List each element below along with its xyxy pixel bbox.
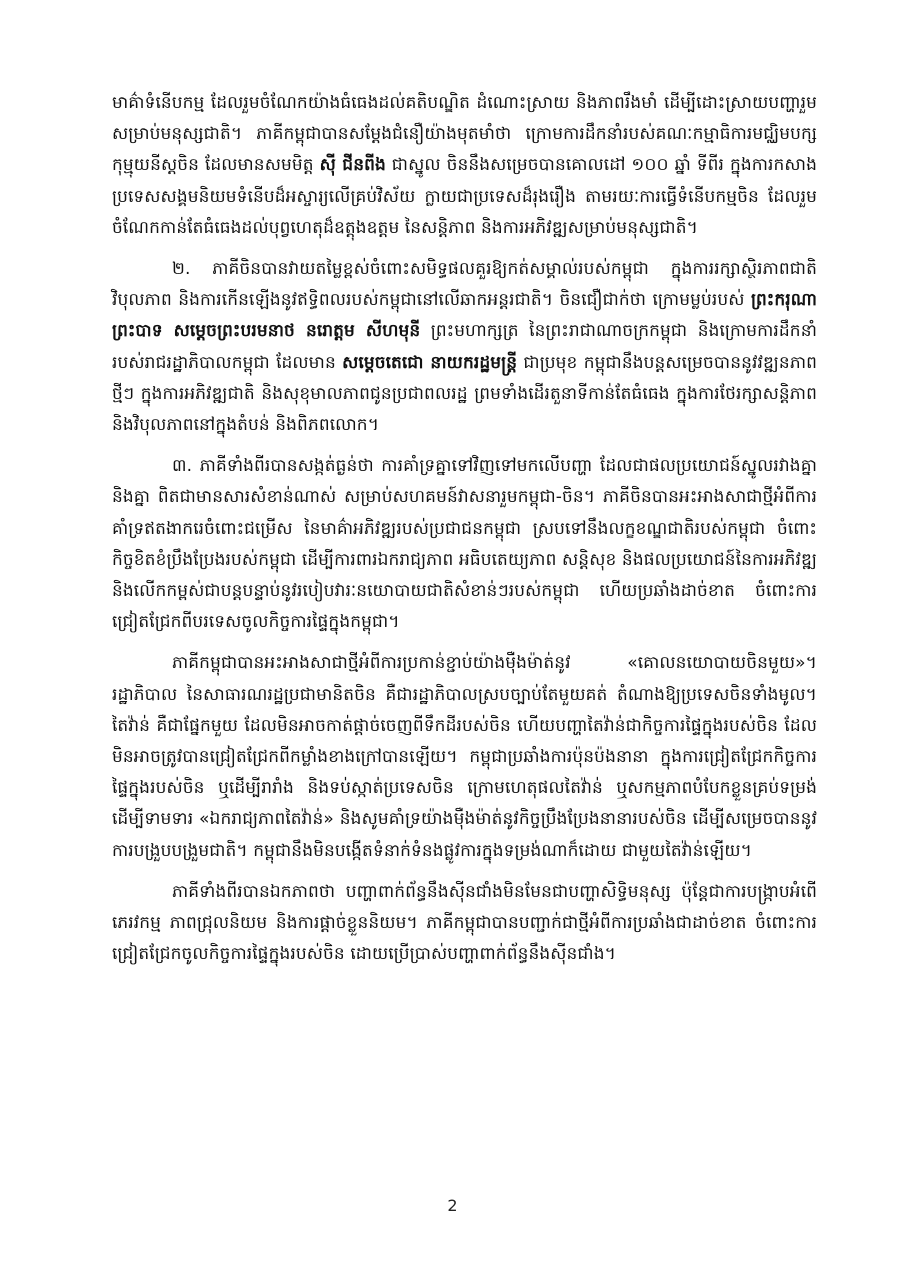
paragraph-continuation (112, 88, 817, 244)
leader-name: ស៊ី ជីនពីង (319, 155, 386, 176)
page-number: 2 (447, 1196, 458, 1215)
paragraph-text: ភាគីកម្ពុជាបានអះអាងសាជាថ្មីអំពីការប្រកាន់ខ្ជាប់យ៉ាងម៉ឺងម៉ាត់នូវ «គោលនយោបាយចិនមួយ»។ រដ្ឋាភិបាល នៃសាធារណរដ្ឋប្រជាមានិតចិន គឺជារដ្ឋាភិបាលស្របច្បាប់តែមួយគត់ តំណាងឱ្យប្រទេសចិនទាំងមូល។ តៃវ៉ាន់ គឺជាផ្នែកមួយ ដែលមិនអាចកាត់ផ្តាច់ចេញពីទឹកដីរបស់ចិន ហើយបញ្ហាតៃវ៉ាន់ជាកិច្ចការផ្ទៃក្នុងរបស់ចិន ដែលមិនអាចត្រូវបានជ្រៀតជ្រែកពីកម្លាំងខាងក្រៅបានឡើយ។ កម្ពុជាប្រឆាំងការប៉ុនប៉ងនានា ក្នុងការជ្រៀតជ្រែកកិច្ចការផ្ទៃក្នុងរបស់ចិន ឬដើម្បីរារាំង និងទប់ស្កាត់ប្រទេសចិន ក្រោមហេតុផលតៃវ៉ាន់ ឬសកម្មភាពបំបែកខ្លួនគ្រប់ទម្រង់ដើម្បីទាមទារ «ឯករាជ្យភាពតៃវ៉ាន់» និងសូមគាំទ្រយ៉ាងម៉ឺងម៉ាត់នូវកិច្ចប្រឹងប្រែងនានារបស់ចិន ដើម្បីសម្រេចបាននូវការបង្រួបបង្រួមជាតិ។ កម្ពុជានឹងមិនបង្កើតទំនាក់ទំនងផ្លូវការក្នុងទម្រង់ណាក៏ដោយ ជាមួយតៃវ៉ាន់ឡើយ។ (112, 653, 817, 861)
paragraph-text: មាគ៌ាទំនើបកម្ម ដែលរួមចំណែកយ៉ាងធំធេងដល់គតិបណ្ឌិត ដំណោះស្រាយ និងភាពរឹងមាំ ដើម្បីដោះស្រាយបញ្ហារួមសម្រាប់មនុស្សជាតិ។ ភាគីកម្ពុជាបានសម្តែងជំនឿយ៉ាងមុតមាំថា ក្រោមការដឹកនាំរបស់គណៈកម្មាធិការមជ្ឈិមបក្សកុម្មុយនីស្តចិន ដែលមានសមមិត្ត (112, 93, 817, 176)
king-title: ព្រះករុណាព្រះបាទ សម្តេចព្រះបរមនាថ នរោត្តម សីហមុនី (112, 290, 817, 342)
paragraph-3 (112, 451, 817, 638)
paragraph-xinjiang (112, 877, 817, 971)
paragraph-text: ជាស្នូល ចិននឹងសម្រេចបានគោលដៅ ១០០ ឆ្នាំ ទីពីរ ក្នុងការកសាងប្រទេសសង្គមនិយមទំនើបដ៏អស្ចារ្យលើគ្រប់វិស័យ ក្លាយជាប្រទេសដ៏រុងរឿង តាមរយៈការធ្វើទំនើបកម្មចិន ដែលរួមចំណែកកាន់តែធំធេងដល់បុព្វហេតុដ៏ឧត្តុងឧត្តម នៃសន្តិភាព និងការអភិវឌ្ឍសម្រាប់មនុស្សជាតិ។ (112, 155, 817, 238)
paragraph-text: ជាប្រមុខ កម្ពុជានឹងបន្តសម្រេចបាននូវវឌ្ឍនភាពថ្មីៗ ក្នុងការអភិវឌ្ឍជាតិ និងសុខុមាលភាពជូនប្រជាពលរដ្ឋ ព្រមទាំងដើរតួនាទីកាន់តែធំធេង ក្នុងការថែរក្សាសន្តិភាព និងវិបុលភាពនៅក្នុងតំបន់ និងពិភពលោក។ (112, 352, 817, 436)
paragraph-text: ព្រះមហាក្សត្រ នៃព្រះរាជាណាចក្រកម្ពុជា និងក្រោមការដឹកនាំរបស់រាជរដ្ឋាភិបាលកម្ពុជា ដែលមាន (112, 321, 817, 373)
paragraph-2 (112, 254, 817, 441)
prime-minister-title: សម្តេចតេជោ នាយករដ្ឋមន្ត្រី (342, 352, 518, 373)
paragraph-one-china (112, 648, 817, 866)
paragraph-text: ២. ភាគីចិនបានវាយតម្លៃខ្ពស់ចំពោះសមិទ្ធផលគួរឱ្យកត់សម្គាល់របស់កម្ពុជា ក្នុងការរក្សាស្ថិរភាពជាតិ វិបុលភាព និងការកើនឡើងនូវឥទ្ធិពលរបស់កម្ពុជានៅលើឆាកអន្តរជាតិ។ ចិនជឿជាក់ថា ក្រោមម្លប់របស់ (112, 259, 817, 311)
paragraph-text: ភាគីទាំងពីរបានឯកភាពថា បញ្ហាពាក់ព័ន្ធនឹងស៊ីនជាំងមិនមែនជាបញ្ហាសិទ្ធិមនុស្ស ប៉ុន្តែជាការបង្ក្រាបអំពើភេរវកម្ម ភាពជ្រុលនិយម និងការផ្តាច់ខ្លួននិយម។ ភាគីកម្ពុជាបានបញ្ជាក់ជាថ្មីអំពីការប្រឆាំងជាដាច់ខាត ចំពោះការជ្រៀតជ្រែកចូលកិច្ចការផ្ទៃក្នុងរបស់ចិន ដោយប្រើប្រាស់បញ្ហាពាក់ព័ន្ធនឹងស៊ីនជាំង។ (112, 881, 817, 965)
paragraph-text: ៣. ភាគីទាំងពីរបានសង្កត់ធ្ងន់ថា ការគាំទ្រគ្នាទៅវិញទៅមកលើបញ្ហា ដែលជាផលប្រយោជន៍ស្នូលរវាងគ្នានិងគ្នា ពិតជាមានសារសំខាន់ណាស់ សម្រាប់សហគមន៍វាសនារួមកម្ពុជា-ចិន។ ភាគីចិនបានអះអាងសាជាថ្មីអំពីការគាំទ្រឥតងាករេចំពោះជម្រើស នៃមាគ៌ាអភិវឌ្ឍរបស់ប្រជាជនកម្ពុជា ស្របទៅនឹងលក្ខខណ្ឌជាតិរបស់កម្ពុជា ចំពោះកិច្ចខិតខំប្រឹងប្រែងរបស់កម្ពុជា ដើម្បីការពារឯករាជ្យភាព អធិបតេយ្យភាព សន្តិសុខ និងផលប្រយោជន៍នៃការអភិវឌ្ឍ និងលើកកម្ពស់ជាបន្តបន្ទាប់នូវរបៀបវារៈនយោបាយជាតិសំខាន់ៗរបស់កម្ពុជា ហើយប្រឆាំងដាច់ខាត ចំពោះការជ្រៀតជ្រែកពីបរទេសចូលកិច្ចការផ្ទៃក្នុងកម្ពុជា។ (112, 456, 817, 633)
